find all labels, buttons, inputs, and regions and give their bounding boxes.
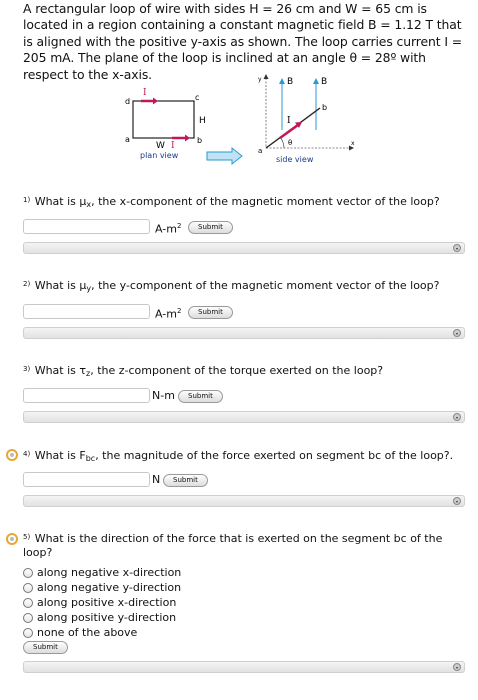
option-negative-y[interactable] xyxy=(23,580,181,595)
question-4-pre: What is F xyxy=(34,449,86,462)
label-b: b xyxy=(197,136,203,145)
question-5-number: 5) xyxy=(23,533,31,541)
question-4-post: , the magnitude of the force exerted on segment bc of the loop?. xyxy=(95,449,454,462)
question-5-options xyxy=(23,565,181,640)
question-3-pre: What is τ xyxy=(34,364,86,377)
answer-history-bar-3[interactable] xyxy=(23,411,465,423)
unit-1-base: A-m xyxy=(155,222,177,236)
radio-button[interactable] xyxy=(23,628,33,638)
answer-history-bar-4[interactable] xyxy=(23,495,465,507)
unit-2-base: A-m xyxy=(155,307,177,321)
question-4-sub: bc xyxy=(85,454,96,463)
unit-1 xyxy=(155,219,181,237)
radio-button[interactable] xyxy=(23,568,33,578)
answer-input-2[interactable] xyxy=(23,304,150,319)
option-positive-x[interactable] xyxy=(23,595,181,610)
plan-loop-rect xyxy=(133,101,194,138)
label-c: c xyxy=(195,93,200,102)
option-label: none of the above xyxy=(37,626,138,639)
answer-input-4[interactable] xyxy=(23,472,150,487)
question-2-number: 2) xyxy=(23,280,31,288)
side-label-a: a xyxy=(258,147,263,155)
question-1-pre: What is μ xyxy=(34,195,87,208)
b-field-label-2: B xyxy=(321,77,328,87)
expand-icon[interactable] xyxy=(453,329,461,337)
x-axis-label: x xyxy=(351,140,355,147)
label-I-bottom: I xyxy=(171,141,175,151)
question-4-text xyxy=(23,447,453,466)
label-I-top: I xyxy=(143,88,147,98)
unit-4-base: N xyxy=(152,473,161,486)
view-transition-arrow xyxy=(207,148,242,164)
expand-icon[interactable] xyxy=(453,663,461,671)
label-d: d xyxy=(125,97,131,106)
unit-3 xyxy=(152,389,175,403)
expand-icon[interactable] xyxy=(453,413,461,421)
problem-diagram xyxy=(0,68,478,168)
unit-4 xyxy=(152,473,160,487)
unit-3-base: N-m xyxy=(152,389,175,402)
side-view-caption: side view xyxy=(276,155,314,164)
b-field-arrowhead-1 xyxy=(279,78,285,84)
answer-input-3[interactable] xyxy=(23,388,150,403)
side-label-I: I xyxy=(287,116,291,126)
question-1-post: , the x-component of the magnetic moment vector of the loop? xyxy=(91,195,440,208)
label-a: a xyxy=(125,135,130,144)
expand-icon[interactable] xyxy=(453,244,461,252)
label-W: W xyxy=(156,141,165,151)
option-positive-y[interactable] xyxy=(23,610,181,625)
question-1-sub: x xyxy=(86,200,92,209)
plan-view xyxy=(125,88,206,160)
answer-history-bar-1[interactable] xyxy=(23,242,465,254)
option-none[interactable] xyxy=(23,625,181,640)
question-1-text xyxy=(23,193,440,212)
question-4-progress-icon xyxy=(6,449,18,461)
problem-intro: A rectangular loop of wire with sides H = 26 cm and W = 65 cm is located in a region containing a constant magnetic field B = 1.12 T that is aligned with the positive y-axis as shown. The loop carries current I = 205 mA. The plane of the loop is inclined at an angle θ = 28º with respect to the x-axis. xyxy=(23,1,463,82)
current-arrowhead-top xyxy=(153,98,158,105)
submit-button-1[interactable]: Submit xyxy=(188,221,233,234)
submit-button-3[interactable]: Submit xyxy=(178,390,223,403)
side-view xyxy=(258,74,355,164)
question-3-text xyxy=(23,362,383,381)
question-2-text xyxy=(23,277,439,296)
question-2-sub: y xyxy=(86,284,92,293)
answer-input-1[interactable] xyxy=(23,219,150,234)
option-negative-x[interactable] xyxy=(23,565,181,580)
answer-history-bar-2[interactable] xyxy=(23,327,465,339)
radio-button[interactable] xyxy=(23,613,33,623)
side-current-arrow xyxy=(280,125,298,138)
question-5-text xyxy=(23,530,463,560)
theta-label: θ xyxy=(288,139,293,147)
question-5-progress-icon xyxy=(6,533,18,545)
current-arrowhead-bottom xyxy=(185,135,190,142)
b-field-label-1: B xyxy=(287,77,294,87)
option-label: along negative x-direction xyxy=(37,566,182,579)
side-label-b: b xyxy=(322,103,328,112)
radio-button[interactable] xyxy=(23,598,33,608)
question-5-pre: What is the direction of the force that is exerted on the segment bc of the loop? xyxy=(23,532,443,559)
expand-icon[interactable] xyxy=(453,497,461,505)
plan-view-caption: plan view xyxy=(140,151,179,160)
b-field-arrowhead-2 xyxy=(313,78,319,84)
submit-button-4[interactable]: Submit xyxy=(163,474,208,487)
answer-history-bar-5[interactable] xyxy=(23,661,465,673)
y-axis-label: y xyxy=(258,76,262,83)
question-4-number: 4) xyxy=(23,450,31,458)
question-3-sub: z xyxy=(86,369,91,378)
question-1-number: 1) xyxy=(23,196,31,204)
submit-button-2[interactable]: Submit xyxy=(188,306,233,319)
question-2-pre: What is μ xyxy=(34,279,87,292)
unit-2 xyxy=(155,304,181,322)
option-label: along positive y-direction xyxy=(37,611,177,624)
option-label: along positive x-direction xyxy=(37,596,177,609)
submit-button-5[interactable]: Submit xyxy=(23,641,68,654)
unit-1-sup: 2 xyxy=(176,222,182,230)
question-2-post: , the y-component of the magnetic moment vector of the loop? xyxy=(91,279,440,292)
label-H: H xyxy=(199,116,206,126)
question-3-post: , the z-component of the torque exerted on the loop? xyxy=(90,364,384,377)
y-axis-arrowhead xyxy=(264,74,269,79)
question-3-number: 3) xyxy=(23,365,31,373)
option-label: along negative y-direction xyxy=(37,581,182,594)
unit-2-sup: 2 xyxy=(176,307,182,315)
radio-button[interactable] xyxy=(23,583,33,593)
